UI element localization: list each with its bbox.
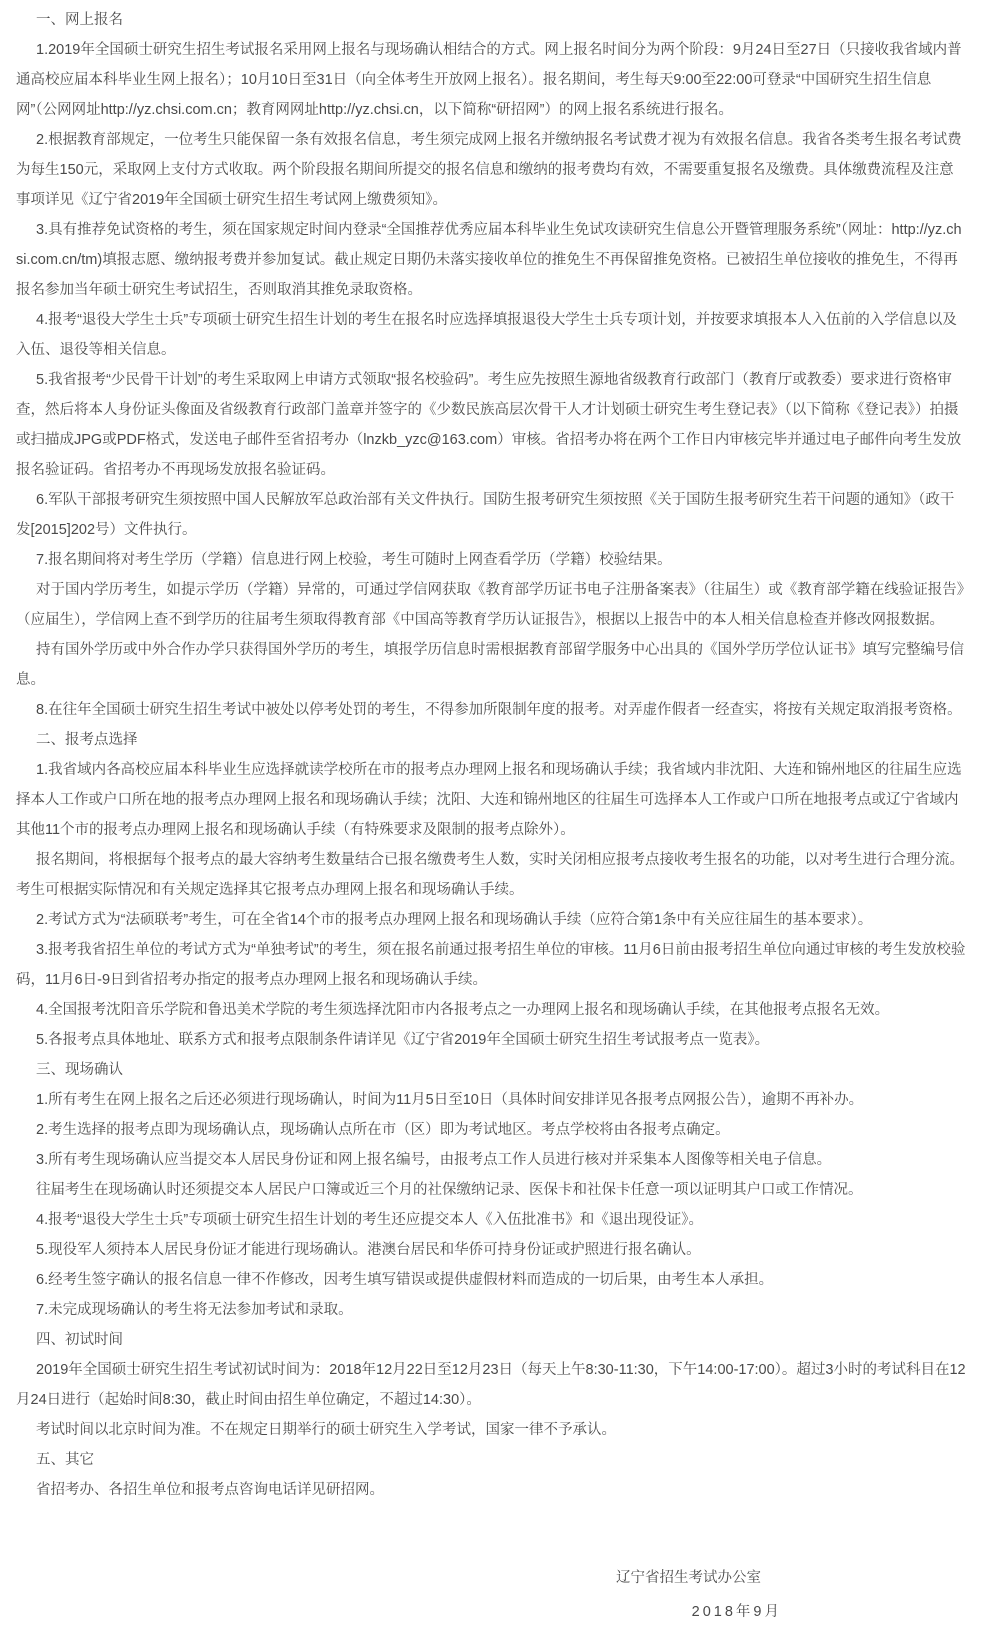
signature-org: 辽宁省招生考试办公室 (616, 1570, 761, 1586)
paragraph: 3.报考我省招生单位的考试方式为“单独考试”的考生，须在报名前通过报考招生单位的审核。11月6日前由报考招生单位向通过审核的考生发放校验码，11月6日-9日到省招考办指定的报考点办理网上报名和现场确认手续。 (16, 942, 966, 988)
paragraph: 考试时间以北京时间为准。不在规定日期举行的硕士研究生入学考试，国家一律不予承认。 (36, 1422, 616, 1438)
paragraph: 8.在往年全国硕士研究生招生考试中被处以停考处罚的考生，不得参加所限制年度的报考。对弄虚作假者一经查实，将按有关规定取消报考资格。 (36, 702, 962, 718)
paragraph: 7.报名期间将对考生学历（学籍）信息进行网上校验，考生可随时上网查看学历（学籍）校验结果。 (36, 552, 672, 568)
section-heading: 四、初试时间 (36, 1332, 123, 1348)
section-heading: 二、报考点选择 (36, 732, 138, 748)
signature-date: 2018年9月 (691, 1604, 782, 1620)
section-heading: 一、网上报名 (36, 12, 123, 28)
paragraph: 4.报考“退役大学生士兵”专项硕士研究生招生计划的考生在报名时应选择填报退役大学生士兵专项计划，并按要求填报本人入伍前的入学信息以及入伍、退役等相关信息。 (16, 312, 957, 358)
paragraph: 7.未完成现场确认的考生将无法参加考试和录取。 (36, 1302, 353, 1318)
paragraph: 4.全国报考沈阳音乐学院和鲁迅美术学院的考生须选择沈阳市内各报考点之一办理网上报名和现场确认手续，在其他报考点报名无效。 (36, 1002, 890, 1018)
section-heading: 五、其它 (36, 1452, 94, 1468)
section-heading: 三、现场确认 (36, 1062, 123, 1078)
paragraph: 往届考生在现场确认时还须提交本人居民户口簿或近三个月的社保缴纳记录、医保卡和社保卡任意一项以证明其户口或工作情况。 (36, 1182, 863, 1198)
paragraph: 2.考生选择的报考点即为现场确认点，现场确认点所在市（区）即为考试地区。考点学校将由各报考点确定。 (36, 1122, 730, 1138)
paragraph: 2019年全国硕士研究生招生考试初试时间为：2018年12月22日至12月23日（每天上午8:30-11:30，下午14:00-17:00）。超过3小时的考试科目在12月24日进行（起始时间8:30，截止时间由招生单位确定，不超过14:30）。 (16, 1362, 966, 1408)
paragraph: 省招考办、各招生单位和报考点咨询电话详见研招网。 (36, 1482, 384, 1498)
paragraph: 1.2019年全国硕士研究生招生考试报名采用网上报名与现场确认相结合的方式。网上报名时间分为两个阶段：9月24日至27日（只接收我省域内普通高校应届本科毕业生网上报名）；10月10日至31日（向全体考生开放网上报名）。报名期间，考生每天9:00至22:00可登录“中国研究生招生信息网”（公网网址http://yz.chsi.com.cn；教育网网址http://yz.chsi.cn，以下简称“研招网”）的网上报名系统进行报名。 (16, 42, 962, 118)
paragraph: 6.经考生签字确认的报名信息一律不作修改，因考生填写错误或提供虚假材料而造成的一切后果，由考生本人承担。 (36, 1272, 774, 1288)
paragraph: 报名期间，将根据每个报考点的最大容纳考生数量结合已报名缴费考生人数，实时关闭相应报考点接收考生报名的功能，以对考生进行合理分流。考生可根据实际情况和有关规定选择其它报考点办理网上报名和现场确认手续。 (16, 852, 964, 898)
paragraph: 3.所有考生现场确认应当提交本人居民身份证和网上报名编号，由报考点工作人员进行核对并采集本人图像等相关电子信息。 (36, 1152, 832, 1168)
paragraph: 3.具有推荐免试资格的考生，须在国家规定时间内登录“全国推荐优秀应届本科毕业生免试攻读研究生信息公开暨管理服务系统”（网址：http://yz.chsi.com.cn/tm)填报志愿、缴纳报考费并参加复试。截止规定日期仍未落实接收单位的推免生不再保留推免资格。已被招生单位接收的推免生，不得再报名参加当年硕士研究生考试招生，否则取消其推免录取资格。 (16, 222, 962, 298)
paragraph: 4.报考“退役大学生士兵”专项硕士研究生招生计划的考生还应提交本人《入伍批准书》和《退出现役证》。 (36, 1212, 703, 1228)
paragraph: 2.根据教育部规定，一位考生只能保留一条有效报名信息，考生须完成网上报名并缴纳报名考试费才视为有效报名信息。我省各类考生报名考试费为每生150元，采取网上支付方式收取。两个阶段报名期间所提交的报名信息和缴纳的报考费均有效，不需要重复报名及缴费。具体缴费流程及注意事项详见《辽宁省2019年全国硕士研究生招生考试网上缴费须知》。 (16, 132, 962, 208)
paragraph: 1.所有考生在网上报名之后还必须进行现场确认，时间为11月5日至10日（具体时间安排详见各报考点网报公告），逾期不再补办。 (36, 1092, 864, 1108)
paragraph: 6.军队干部报考研究生须按照中国人民解放军总政治部有关文件执行。国防生报考研究生须按照《关于国防生报考研究生若干问题的通知》（政干发[2015]202号）文件执行。 (16, 492, 955, 538)
paragraph: 对于国内学历考生，如提示学历（学籍）异常的，可通过学信网获取《教育部学历证书电子注册备案表》（往届生）或《教育部学籍在线验证报告》（应届生），学信网上查不到学历的往届考生须取得教育部《中国高等教育学历认证报告》，根据以上报告中的本人相关信息检查并修改网报数据。 (16, 582, 964, 628)
paragraph: 持有国外学历或中外合作办学只获得国外学历的考生，填报学历信息时需根据教育部留学服务中心出具的《国外学历学位认证书》填写完整编号信息。 (16, 642, 964, 688)
paragraph: 5.我省报考“少民骨干计划”的考生采取网上申请方式领取“报名校验码”。考生应先按照生源地省级教育行政部门（教育厅或教委）要求进行资格审查，然后将本人身份证头像面及省级教育行政部门盖章并签字的《少数民族高层次骨干人才计划硕士研究生考生登记表》（以下简称《登记表》）拍摄或扫描成JPG或PDF格式，发送电子邮件至省招考办（lnzkb_yzc@163.com）审核。省招考办将在两个工作日内审核完毕并通过电子邮件向考生发放报名验证码。省招考办不再现场发放报名验证码。 (16, 372, 962, 478)
paragraph: 5.各报考点具体地址、联系方式和报考点限制条件请详见《辽宁省2019年全国硕士研究生招生考试报考点一览表》。 (36, 1032, 770, 1048)
paragraph: 1.我省域内各高校应届本科毕业生应选择就读学校所在市的报考点办理网上报名和现场确认手续；我省域内非沈阳、大连和锦州地区的往届生应选择本人工作或户口所在地的报考点办理网上报名和现场确认手续；沈阳、大连和锦州地区的往届生可选择本人工作或户口所在地报考点或辽宁省域内其他11个市的报考点办理网上报名和现场确认手续（有特殊要求及限制的报考点除外）。 (16, 762, 962, 838)
signature-block (0, 1563, 982, 1627)
paragraph: 5.现役军人须持本人居民身份证才能进行现场确认。港澳台居民和华侨可持身份证或护照进行报名确认。 (36, 1242, 701, 1258)
paragraph: 2.考试方式为“法硕联考”考生，可在全省14个市的报考点办理网上报名和现场确认手续（应符合第1条中有关应往届生的基本要求）。 (36, 912, 873, 928)
